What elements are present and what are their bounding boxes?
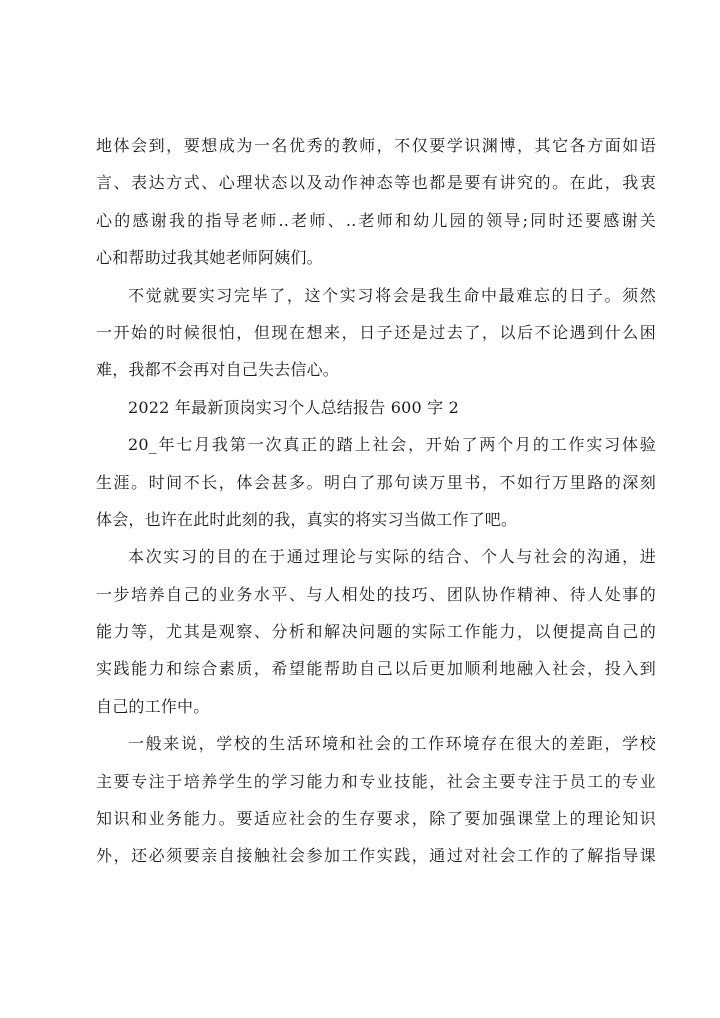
text-line: 本次实习的目的在于通过理论与实际的结合、个人与社会的沟通，进 [128,547,656,567]
text-line: 言、表达方式、心理状态以及动作神态等也都是要有讲究的。在此，我衷 [96,173,656,193]
text-line: 心的感谢我的指导老师..老师、..老师和幼儿园的领导;同时还要感谢关 [96,210,656,230]
text-line: 20_年七月我第一次真正的踏上社会，开始了两个月的工作实习体验 [128,435,656,455]
paragraph-1 [96,127,656,277]
text-line: 一开始的时候很怕，但现在想来，日子还是过去了，以后不论遇到什么困 [96,322,656,342]
text-line: 一步培养自己的业务水平、与人相处的技巧、团队协作精神、待人处事的 [96,584,656,604]
text-line: 难，我都不会再对自己失去信心。 [96,360,340,380]
text-line: 地体会到，要想成为一名优秀的教师，不仅要学识渊博，其它各方面如语 [96,136,656,155]
paragraph-5 [96,725,656,875]
text-line: 生涯。时间不长，体会甚多。明白了那句读万里书，不如行万里路的深刻 [96,472,656,492]
text-line: 自己的工作中。 [96,696,210,716]
text-line: 心和帮助过我其她老师阿姨们。 [96,248,323,268]
text-line: 一般来说，学校的生活环境和社会的工作环境存在很大的差距，学校 [128,734,656,754]
paragraph-4 [96,538,656,725]
text-line: 主要专注于培养学生的学习能力和专业技能，社会主要专注于员工的专业 [96,771,656,791]
text-line: 实践能力和综合素质，希望能帮助自己以后更加顺利地融入社会，投入到 [96,659,656,679]
text-line: 外，还必须要亲自接触社会参加工作实践，通过对社会工作的了解指导课 [96,846,656,866]
document-body [96,127,656,875]
text-line: 知识和业务能力。要适应社会的生存要求，除了要加强课堂上的理论知识 [96,809,656,829]
text-line: 不觉就要实习完毕了，这个实习将会是我生命中最难忘的日子。须然 [128,285,656,305]
text-line: 体会，也许在此时此刻的我，真实的将实习当做工作了吧。 [96,509,518,529]
text-line: 能力等，尤其是观察、分析和解决问题的实际工作能力，以便提高自己的 [96,622,656,642]
paragraph-2 [96,277,656,389]
paragraph-3 [96,426,656,538]
section-heading: 2022 年最新顶岗实习个人总结报告 600 字 2 [128,397,459,417]
